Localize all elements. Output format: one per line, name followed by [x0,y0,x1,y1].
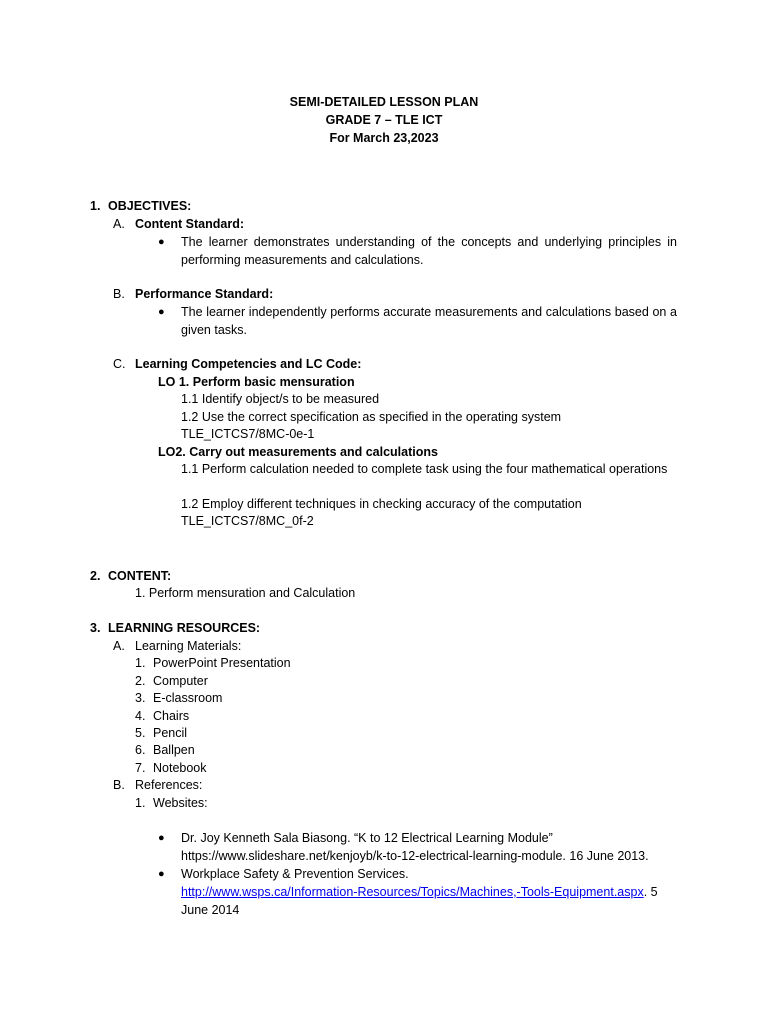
material-item: E-classroom [153,691,223,705]
lo1-item-2: 1.2 Use the correct specification as specified in the operating system [181,410,562,424]
references-label: References: [135,778,203,792]
item-letter-b: B. [113,778,125,792]
bullet-icon: ● [158,306,165,318]
material-item: Chairs [153,709,190,723]
lo2-item-1: 1.1 Perform calculation needed to complete task using the four mathematical operations [181,462,668,476]
doc-date: For March 23,2023 [329,131,439,145]
reference-1-title: Dr. Joy Kenneth Sala Biasong. “K to 12 Electrical Learning Module” [181,831,553,845]
section-heading-content: CONTENT: [108,569,172,583]
lo1-item-1: 1.1 Identify object/s to be measured [181,392,380,406]
lo1-title: LO 1. Perform basic mensuration [158,375,355,389]
material-item: Ballpen [153,743,195,757]
material-item: Notebook [153,761,207,775]
lo2-item-2: 1.2 Employ different techniques in checking accuracy of the computation [181,497,582,511]
material-num: 3. [135,691,146,705]
material-item: PowerPoint Presentation [153,656,291,670]
content-standard-label: Content Standard: [135,217,245,231]
websites-label: Websites: [153,796,208,810]
doc-title: SEMI-DETAILED LESSON PLAN [289,95,479,109]
item-letter-b: B. [113,287,125,301]
materials-label: Learning Materials: [135,639,242,653]
lo1-code: TLE_ICTCS7/8MC-0e-1 [181,427,315,441]
section-number-3: 3. [90,621,101,635]
section-heading-resources: LEARNING RESOURCES: [108,621,261,635]
competencies-label: Learning Competencies and LC Code: [135,357,362,371]
reference-2-title: Workplace Safety & Prevention Services. [181,867,409,881]
doc-grade: GRADE 7 – TLE ICT [325,113,443,127]
performance-standard-label: Performance Standard: [135,287,274,301]
section-number-2: 2. [90,569,101,583]
item-letter-a: A. [113,639,125,653]
lo2-title: LO2. Carry out measurements and calculations [158,445,438,459]
item-letter-c: C. [113,357,126,371]
material-num: 2. [135,674,146,688]
reference-2-date-end: June 2014 [181,903,240,917]
material-item: Pencil [153,726,188,740]
item-letter-a: A. [113,217,125,231]
material-item: Computer [153,674,208,688]
websites-num: 1. [135,796,146,810]
section-heading-objectives: OBJECTIVES: [108,199,192,213]
content-standard-text: The learner demonstrates understanding of the concepts and underlying principles in performing measurements and calculations. [181,235,677,267]
reference-2-date-start: . 5 [643,885,658,899]
material-num: 5. [135,726,146,740]
material-num: 4. [135,709,146,723]
material-num: 7. [135,761,146,775]
reference-2-line [181,884,658,902]
bullet-icon: ● [158,868,165,880]
material-num: 1. [135,656,146,670]
content-item: 1. Perform mensuration and Calculation [135,586,356,600]
reference-2-link[interactable]: http://www.wsps.ca/Information-Resources/Topics/Machines,-Tools-Equipment.aspx [181,885,644,899]
lo2-code: TLE_ICTCS7/8MC_0f-2 [181,514,314,528]
reference-1-url: https://www.slideshare.net/kenjoyb/k-to-12-electrical-learning-module. 16 June 2013. [181,849,649,863]
bullet-icon: ● [158,832,165,844]
material-num: 6. [135,743,146,757]
section-number-1: 1. [90,199,101,213]
bullet-icon: ● [158,236,165,248]
performance-standard-text: The learner independently performs accurate measurements and calculations based on a given tasks. [181,305,677,337]
